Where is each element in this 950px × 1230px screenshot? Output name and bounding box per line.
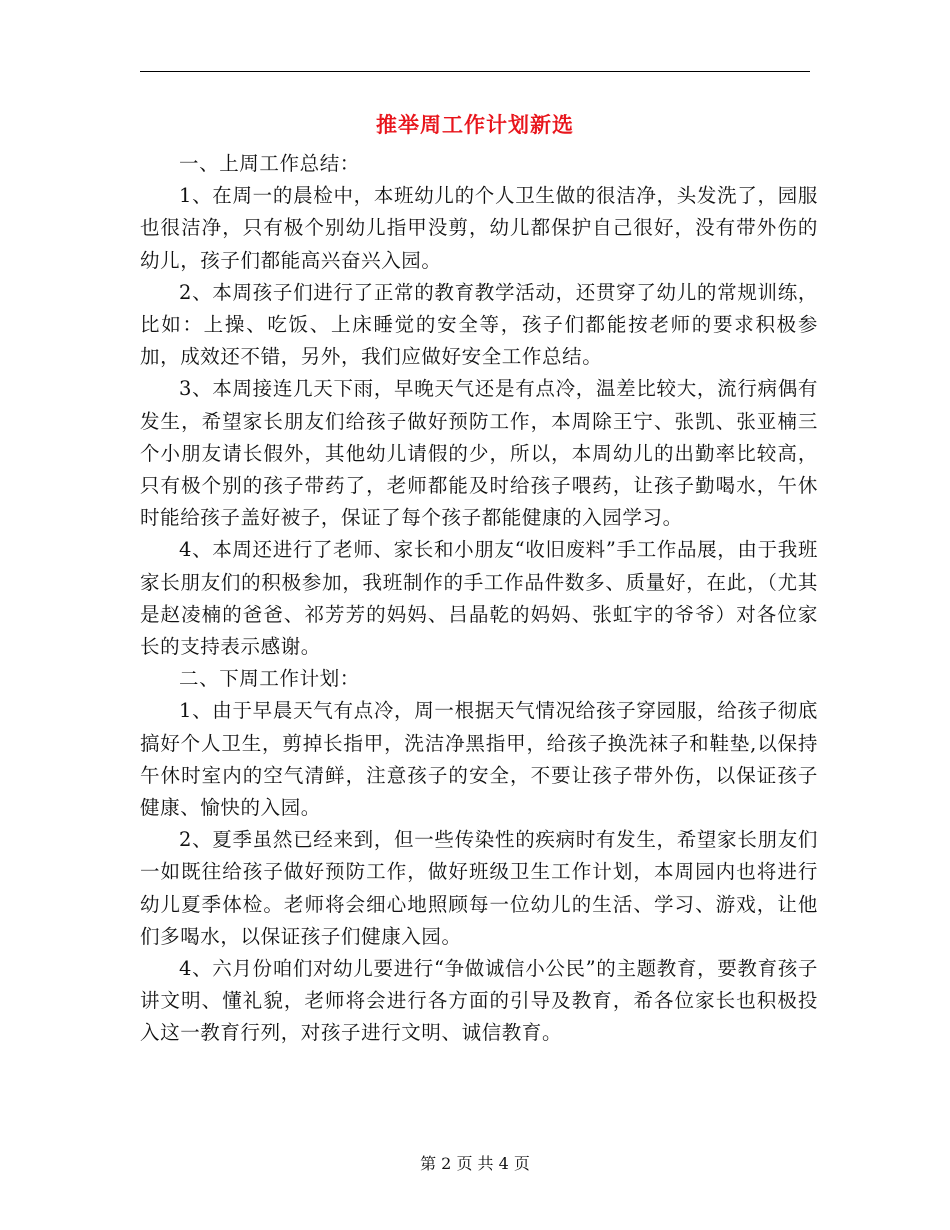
paragraph: 4、本周还进行了老师、家长和小朋友“收旧废料”手工作品展，由于我班家长朋友们的积极参加，我班制作的手工作品件数多、质量好，在此，（尤其是赵凌楠的爸爸、祁芳芳的妈妈、吕晶乾的妈妈、张虹宇的爷爷）对各位家长的支持表示感谢。 (140, 538, 818, 659)
paragraph: 3、本周接连几天下雨，早晚天气还是有点冷，温差比较大，流行病偶有发生，希望家长朋友们给孩子做好预防工作，本周除王宁、张凯、张亚楠三个小朋友请长假外，其他幼儿请假的少，所以，本周幼儿的出勤率比较高，只有极个别的孩子带药了，老师都能及时给孩子喂药，让孩子勤喝水，午休时能给孩子盖好被子，保证了每个孩子都能健康的入园学习。 (140, 377, 818, 530)
document-body (140, 148, 818, 1050)
paragraph: 2、夏季虽然已经来到，但一些传染性的疾病时有发生，希望家长朋友们一如既往给孩子做好预防工作，做好班级卫生工作计划，本周园内也将进行幼儿夏季体检。老师将会细心地照顾每一位幼儿的生活、学习、游戏，让他们多喝水，以保证孩子们健康入园。 (140, 828, 818, 948)
paragraph: 4、六月份咱们对幼儿要进行“争做诚信小公民”的主题教育，要教育孩子讲文明、懂礼貌，老师将会进行各方面的引导及教育，希各位家长也积极投入这一教育行列，对孩子进行文明、诚信教育。 (140, 957, 818, 1045)
section-heading-next-week: 二、下周工作计划： (179, 667, 360, 691)
section-heading-last-week: 一、上周工作总结： (179, 152, 360, 175)
paragraph: 1、由于早晨天气有点冷，周一根据天气情况给孩子穿园服，给孩子彻底搞好个人卫生，剪掉长指甲，洗洁净黑指甲，给孩子换洗袜子和鞋垫,以保持午休时室内的空气清鲜，注意孩子的安全，不要让孩子带外伤，以保证孩子健康、愉快的入园。 (140, 699, 818, 820)
paragraph: 2、本周孩子们进行了正常的教育教学活动，还贯穿了幼儿的常规训练，比如：上操、吃饭、上床睡觉的安全等，孩子们都能按老师的要求积极参加，成效还不错，另外，我们应做好安全工作总结。 (140, 280, 818, 369)
page-footer (0, 1152, 950, 1176)
page-number: 第 2 页 共 4 页 (420, 1154, 530, 1173)
header-rule (140, 71, 810, 72)
paragraph: 1、在周一的晨检中，本班幼儿的个人卫生做的很洁净，头发洗了，园服也很洁净，只有极个别幼儿指甲没剪，幼儿都保护自己很好，没有带外伤的幼儿，孩子们都能高兴奋兴入园。 (140, 184, 818, 272)
document-title: 推举周工作计划新选 (376, 113, 574, 137)
